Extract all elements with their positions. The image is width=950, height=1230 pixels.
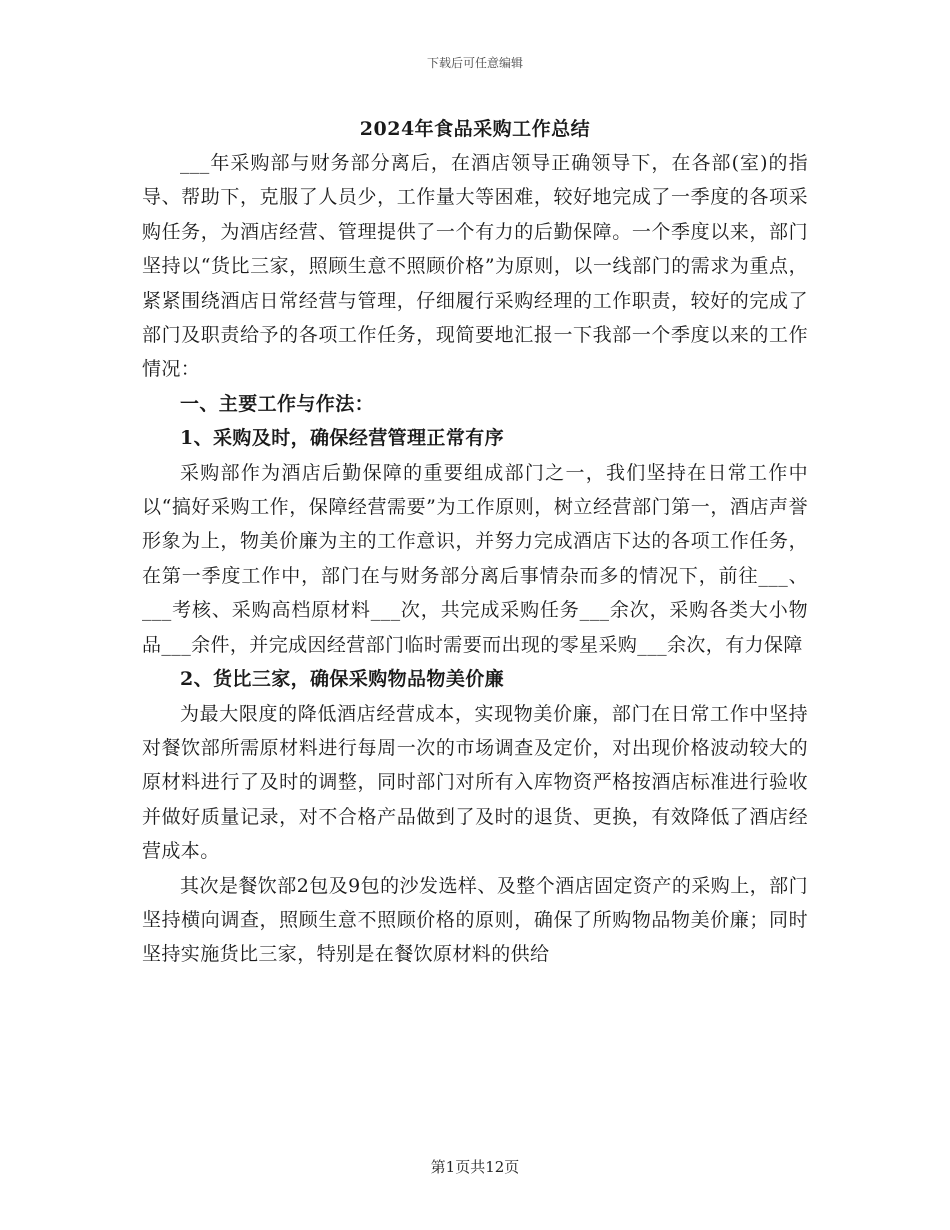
paragraph-cost-reduction: 为最大限度的降低酒店经营成本，实现物美价廉，部门在日常工作中坚持对餐饮部所需原材料进行每周一次的市场调查及定价，对出现价格波动较大的原材料进行了及时的调整，同时部门对所有入库物资严格按酒店标准进行验收并做好质量记录，对不合格产品做到了及时的退货、更换，有效降低了酒店经营成本。 xyxy=(142,702,808,863)
subheading-timely-purchase: 1、采购及时，确保经营管理正常有序 xyxy=(180,427,505,450)
document-body xyxy=(142,146,808,972)
section-heading-main-work: 一、主要工作与作法： xyxy=(180,392,375,415)
document-title: 2024年食品采购工作总结 xyxy=(359,118,591,140)
header-note: 下载后可任意编辑 xyxy=(426,56,523,70)
paragraph-furniture-purchase: 其次是餐饮部2包及9包的沙发选样、及整个酒店固定资产的采购上，部门坚持横向调查，照顾生意不照顾价格的原则，确保了所购物品物美价廉；同时坚持实施货比三家，特别是在餐饮原材料的供给 xyxy=(142,874,808,966)
page-number: 第1页共12页 xyxy=(430,1158,520,1176)
subheading-compare-prices: 2、货比三家，确保采购物品物美价廉 xyxy=(180,668,505,691)
paragraph-purchase-support: 采购部作为酒店后勤保障的重要组成部门之一，我们坚持在日常工作中以“搞好采购工作，保障经营需要”为工作原则，树立经营部门第一，酒店声誉形象为上，物美价廉为主的工作意识，并努力完成酒店下达的各项工作任务，在第一季度工作中，部门在与财务部分离后事情杂而多的情况下，前往___、___考核、采购高档原材料___次，共完成采购任务___余次，采购各类大小物品___余件，并完成因经营部门临时需要而出现的零星采购___余次，有力保障 xyxy=(142,461,808,656)
paragraph-intro: ___年采购部与财务部分离后，在酒店领导正确领导下，在各部(室)的指导、帮助下，克服了人员少，工作量大等困难，较好地完成了一季度的各项采购任务，为酒店经营、管理提供了一个有力的后勤保障。一个季度以来，部门坚持以“货比三家，照顾生意不照顾价格”为原则，以一线部门的需求为重点，紧紧围绕酒店日常经营与管理，仔细履行采购经理的工作职责，较好的完成了部门及职责给予的各项工作任务，现简要地汇报一下我部一个季度以来的工作情况： xyxy=(142,152,808,381)
